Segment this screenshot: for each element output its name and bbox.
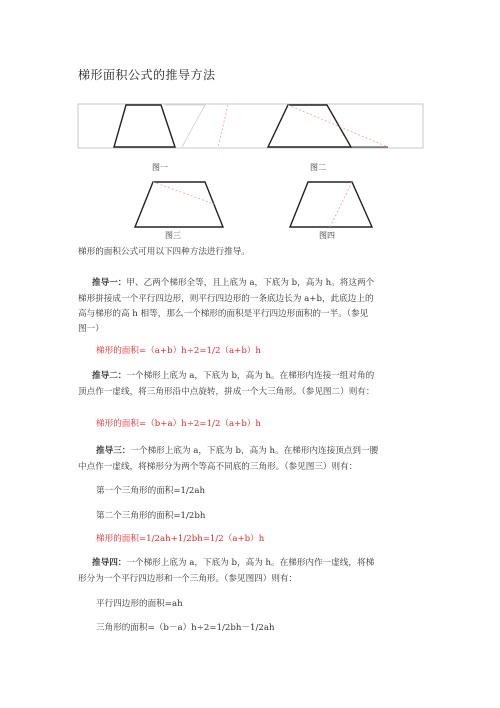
caption-fig2: 图二 [310,163,326,172]
intro-text: 梯形的面积公式可用以下四种方法进行推导。 [78,247,250,257]
method1-line4: 图一） [78,324,104,334]
trapezoid-fig1-faint [165,105,205,147]
method2-formula: 梯形的面积=（b+a）h÷2=1/2（a+b）h [96,419,261,429]
method3-label: 推导三： [96,446,131,456]
method2-text1: 一个梯形上底为 a，下底为 b，高为 h。在梯形内连接一组对角的 [126,371,375,381]
method2-label: 推导二： [92,371,127,381]
method4-area2: 三角形的面积=（b－a）h÷2=1/2bh－1/2ah [96,623,275,633]
method1-formula: 梯形的面积=（a+b）h÷2=1/2（a+b）h [96,346,261,356]
method4-line2: 形分为一个平行四边形和一个三角形。（参见图四）则有： [78,574,298,584]
trapezoid-fig2 [268,105,351,147]
fig4-dashed-line [330,182,352,227]
figure-frame [78,104,423,148]
method3-area1: 第一个三角形的面积=1/2ah [96,486,206,496]
trapezoid-fig4 [290,182,372,227]
method4-label: 推导四： [92,558,127,568]
method2-line2: 顶点作一虚线，将三角形沿中点旋转，拼成一个大三角形。（参见图二）则有： [78,387,375,397]
method1-label: 推导一： [92,278,127,288]
caption-fig3: 图三 [165,231,181,240]
trapezoid-fig3 [135,182,223,227]
method1-line1 [92,275,374,291]
trapezoid-figures [0,0,500,260]
fig1-dashed-line [218,105,228,147]
trapezoid-fig1 [114,105,175,147]
method3-line2: 中点作一虚线，将梯形分为两个等高不同底的三角形。（参见图三）则有： [78,462,358,472]
fig3-dashed-line [153,182,214,204]
method1-line2: 梯形拼接成一个平行四边形，则平行四边形的一条底边长为 a+b，此底边上的 [78,294,374,304]
method4-text1: 一个梯形上底为 a，下底为 b，高为 h。在梯形内作一虚线，将梯 [126,558,375,568]
method3-area2: 第二个三角形的面积=1/2bh [96,511,206,521]
method4-area1: 平行四边形的面积=ah [96,599,183,609]
method3-formula: 梯形的面积=1/2ah+1/2bh=1/2（a+b）h [96,534,265,544]
method3-text1: 一个梯形上底为 a，下底为 b，高为 h。在梯形内连接顶点到一腰 [130,446,379,456]
method4-line1 [92,555,374,571]
fig2-dashed-line [288,105,388,147]
method1-line3: 高与梯形的高 h 相等，那么一个梯形的面积是平行四边形面积的一半。（参见 [78,309,369,319]
method2-line1 [92,368,374,384]
caption-fig1: 图一 [152,163,168,172]
page-title: 梯形面积公式的推导方法 [78,68,216,82]
caption-fig4: 图四 [319,231,335,240]
method1-text1: 甲、乙两个梯形全等，且上底为 a，下底为 b，高为 h。将这两个 [126,278,375,288]
method3-line1 [96,443,378,459]
